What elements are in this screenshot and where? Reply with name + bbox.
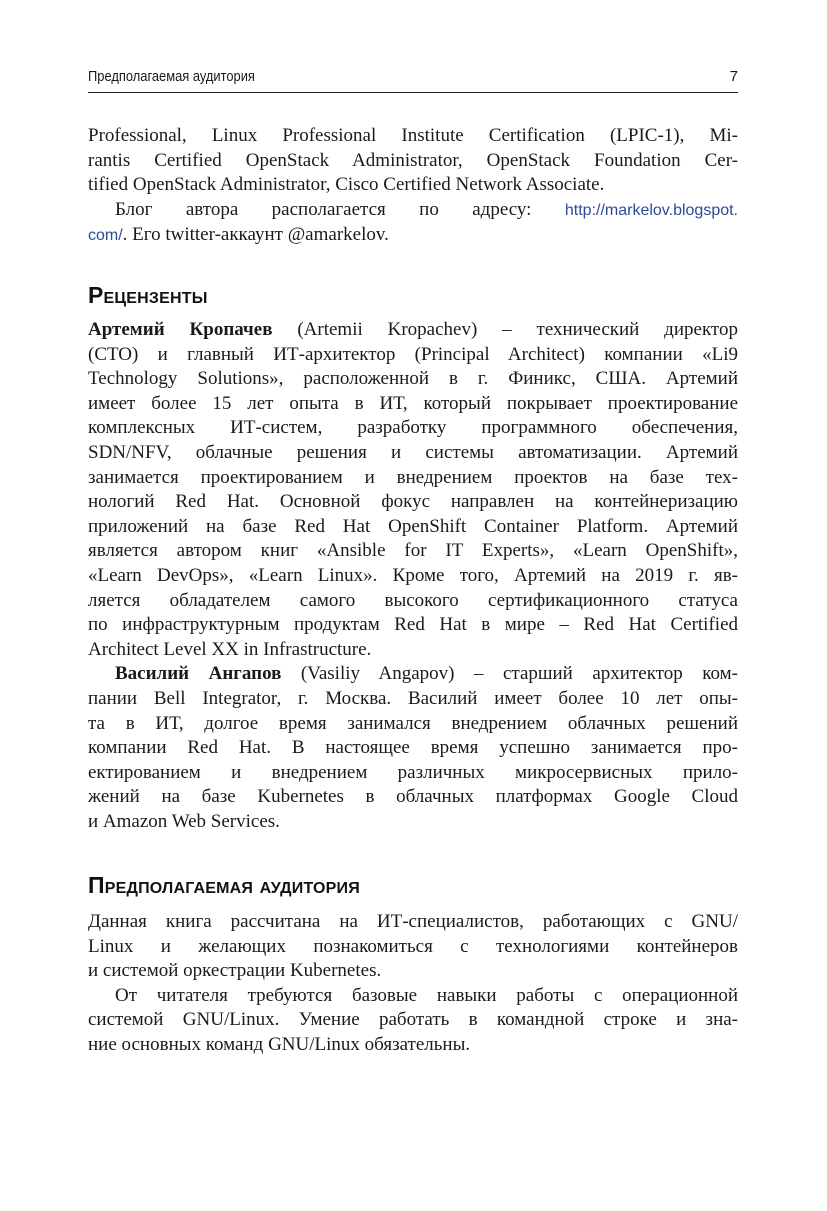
text-line: Technology Solutions», расположенной в г. Финикс, США. Артемий — [88, 368, 738, 390]
text-line: занимается проектированием и внедрением проектов на базе тех- — [88, 466, 738, 488]
text-line — [88, 318, 738, 343]
blog-line-2 — [88, 223, 738, 249]
running-header — [88, 66, 738, 93]
text-line: та в ИТ, долгое время занимался внедрением облачных решений — [88, 712, 738, 734]
text-line: rantis Certified OpenStack Administrator, OpenStack Foundation Cer- — [88, 149, 738, 171]
text-line: «Learn DevOps», «Learn Linux». Кроме того, Артемий на 2019 г. яв- — [88, 564, 738, 586]
text-line: От читателя требуются базовые навыки работы с операционной — [115, 984, 738, 1006]
text-line: системой GNU/Linux. Умение работать в командной строке и зна- — [88, 1009, 738, 1031]
text-line: жений на базе Kubernetes в облачных платформах Google Cloud — [88, 786, 738, 808]
text-line: приложений на базе Red Hat OpenShift Container Platform. Артемий — [88, 515, 738, 537]
reviewer-name: Артемий Кропачев — [88, 319, 273, 340]
twitter-text: . Его twitter-аккаунт @amarkelov. — [122, 224, 389, 246]
text-line: Linux и желающих познакомиться с технологиями контейнеров — [88, 935, 738, 957]
intro-paragraph — [88, 124, 738, 249]
text-line: ектированием и внедрением различных микросервисных прило- — [88, 761, 738, 783]
running-header-title: Предполагаемая аудитория — [88, 68, 255, 85]
blog-link-continued[interactable]: com/ — [88, 227, 123, 245]
blog-prefix: Блог автора располагается по адресу: — [115, 198, 532, 220]
text-line: комплексных ИТ-систем, разработку программного обеспечения, — [88, 417, 738, 439]
text-line: ляется обладателем самого высокого сертификационного статуса — [88, 589, 738, 611]
text-line: и системой оркестрации Kubernetes. — [88, 960, 382, 982]
blog-line — [88, 198, 738, 224]
text-span: (Vasiliy Angapov) – старший архитектор ком- — [281, 663, 738, 685]
text-line: Architect Level XX in Infrastructure. — [88, 638, 372, 660]
text-line: Professional, Linux Professional Institute Certification (LPIC-1), Mi- — [88, 125, 738, 146]
text-line: SDN/NFV, облачные решения и системы автоматизации. Артемий — [88, 441, 738, 463]
text-line: компании Red Hat. В настоящее время успешно занимается про- — [88, 737, 738, 759]
text-line: ние основных команд GNU/Linux обязательны. — [88, 1033, 471, 1055]
reviewer-name: Василий Ангапов — [115, 663, 282, 685]
text-line — [88, 662, 738, 687]
text-line: Данная книга рассчитана на ИТ-специалистов, работающих с GNU/ — [88, 911, 738, 932]
text-line: имеет более 15 лет опыта в ИТ, который покрывает проектирование — [88, 392, 738, 414]
text-line: нологий Red Hat. Основной фокус направлен на контейнеризацию — [88, 491, 738, 513]
section-heading-audience: Предполагаемая аудитория — [88, 872, 360, 898]
reviewer-paragraph-1 — [88, 318, 738, 834]
page-number: 7 — [729, 68, 738, 85]
text-span: (Artemii Kropachev) – технический директор — [272, 319, 738, 340]
text-line: и Amazon Web Services. — [88, 810, 280, 832]
text-line: является автором книг «Ansible for IT Experts», «Learn OpenShift», — [88, 540, 738, 562]
text-line: по инфраструктурным продуктам Red Hat в мире – Red Hat Certified — [88, 614, 738, 636]
blog-link[interactable]: http://markelov.blogspot. — [564, 201, 738, 219]
text-line: пании Bell Integrator, г. Москва. Василий имеет более 10 лет опы- — [88, 687, 738, 709]
audience-paragraphs — [88, 910, 738, 1058]
section-heading-reviewers: Рецензенты — [88, 282, 208, 308]
text-line: tified OpenStack Administrator, Cisco Certified Network Associate. — [88, 174, 605, 196]
text-line: (CTO) и главный ИТ-архитектор (Principal Architect) компании «Li9 — [88, 343, 738, 365]
